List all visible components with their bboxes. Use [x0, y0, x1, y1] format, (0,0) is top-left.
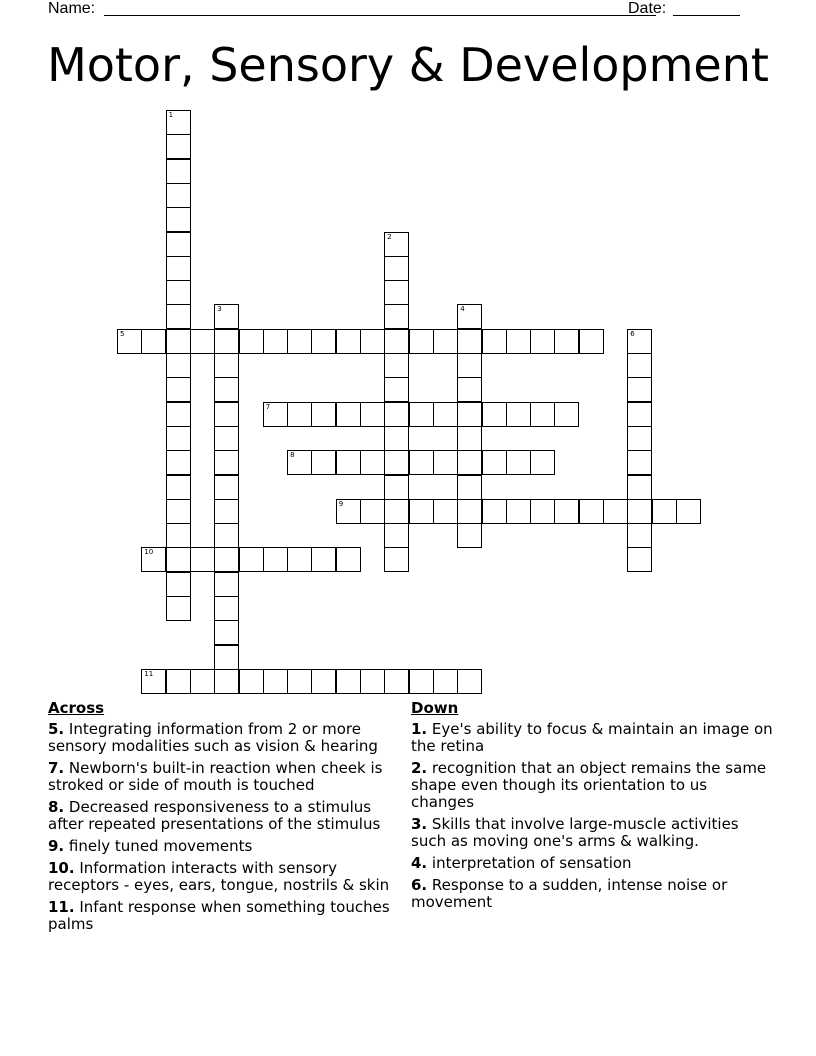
clue-text: Skills that involve large-muscle activities such as moving one's arms & walking.: [411, 815, 739, 850]
grid-cell[interactable]: [166, 475, 191, 500]
clue-number: 6.: [411, 876, 428, 894]
grid-cell[interactable]: [214, 499, 239, 524]
grid-cell[interactable]: [627, 547, 652, 572]
grid-cell[interactable]: [166, 402, 191, 427]
grid-cell[interactable]: [263, 329, 288, 354]
down-clues: [411, 700, 773, 916]
grid-cell[interactable]: [214, 645, 239, 670]
grid-cell[interactable]: [141, 669, 166, 694]
clue-number: 7.: [48, 759, 65, 777]
clue-number-label: 8: [290, 451, 295, 460]
grid-cell[interactable]: [506, 402, 531, 427]
clue-number-label: 10: [144, 548, 154, 557]
grid-cell[interactable]: [166, 547, 191, 572]
clue-text: Newborn's built-in reaction when cheek is stroked or side of mouth is touched: [48, 759, 383, 794]
clue-number-label: 3: [217, 305, 222, 314]
grid-cell[interactable]: [311, 402, 336, 427]
grid-cell[interactable]: [384, 304, 409, 329]
grid-cell[interactable]: [214, 450, 239, 475]
grid-cell[interactable]: [311, 547, 336, 572]
grid-cell[interactable]: [457, 304, 482, 329]
grid-cell[interactable]: [166, 426, 191, 451]
grid-cell[interactable]: [239, 669, 264, 694]
grid-cell[interactable]: [214, 596, 239, 621]
grid-cell[interactable]: [554, 402, 579, 427]
grid-cell[interactable]: [166, 523, 191, 548]
grid-cell[interactable]: [433, 402, 458, 427]
grid-cell[interactable]: [457, 499, 482, 524]
across-clues: [48, 700, 410, 938]
clue-text: Information interacts with sensory receptors - eyes, ears, tongue, nostrils & skin: [48, 859, 390, 894]
grid-cell[interactable]: [287, 329, 312, 354]
grid-cell[interactable]: [360, 450, 385, 475]
clue-text: Integrating information from 2 or more sensory modalities such as vision & hearing: [48, 720, 378, 755]
grid-cell[interactable]: [554, 329, 579, 354]
clue-down-6: [411, 877, 773, 911]
clue-text: Eye's ability to focus & maintain an image on the retina: [411, 720, 773, 755]
grid-cell[interactable]: [482, 499, 507, 524]
clue-number: 5.: [48, 720, 65, 738]
clue-number: 8.: [48, 798, 65, 816]
grid-cell[interactable]: [676, 499, 701, 524]
grid-cell[interactable]: [336, 402, 361, 427]
grid-cell[interactable]: [336, 547, 361, 572]
grid-cell[interactable]: [627, 523, 652, 548]
grid-cell[interactable]: [239, 547, 264, 572]
clue-text: recognition that an object remains the same shape even though its orientation to us changes: [411, 759, 767, 811]
clue-number-label: 6: [630, 329, 635, 338]
grid-cell[interactable]: [433, 669, 458, 694]
grid-cell[interactable]: [652, 499, 677, 524]
grid-cell[interactable]: [457, 475, 482, 500]
grid-cell[interactable]: [287, 450, 312, 475]
grid-cell[interactable]: [141, 329, 166, 354]
grid-cell[interactable]: [384, 232, 409, 257]
grid-cell[interactable]: [166, 110, 191, 135]
grid-cell[interactable]: [384, 450, 409, 475]
grid-cell[interactable]: [214, 523, 239, 548]
grid-cell[interactable]: [409, 402, 434, 427]
grid-cell[interactable]: [360, 329, 385, 354]
grid-cell[interactable]: [214, 329, 239, 354]
grid-cell[interactable]: [166, 134, 191, 159]
clue-number: 4.: [411, 854, 428, 872]
grid-cell[interactable]: [336, 669, 361, 694]
grid-cell[interactable]: [384, 329, 409, 354]
clue-text: Infant response when something touches palms: [48, 898, 390, 933]
grid-cell[interactable]: [384, 499, 409, 524]
grid-cell[interactable]: [287, 402, 312, 427]
grid-cell[interactable]: [530, 499, 555, 524]
grid-cell[interactable]: [214, 426, 239, 451]
grid-cell[interactable]: [506, 329, 531, 354]
grid-cell[interactable]: [166, 669, 191, 694]
grid-cell[interactable]: [384, 280, 409, 305]
grid-cell[interactable]: [311, 329, 336, 354]
clue-number-label: 5: [120, 329, 125, 338]
grid-cell[interactable]: [214, 304, 239, 329]
clue-text: Response to a sudden, intense noise or movement: [411, 876, 728, 911]
grid-cell[interactable]: [627, 377, 652, 402]
grid-cell[interactable]: [141, 547, 166, 572]
grid-cell[interactable]: [263, 402, 288, 427]
grid-cell[interactable]: [166, 377, 191, 402]
down-heading: Down: [411, 699, 459, 717]
grid-cell[interactable]: [117, 329, 142, 354]
grid-cell[interactable]: [457, 669, 482, 694]
clue-down-4: [411, 855, 773, 872]
grid-cell[interactable]: [457, 353, 482, 378]
grid-cell[interactable]: [166, 596, 191, 621]
clue-across-10: [48, 860, 410, 894]
grid-cell[interactable]: [214, 353, 239, 378]
grid-cell[interactable]: [287, 547, 312, 572]
grid-cell[interactable]: [166, 207, 191, 232]
page-title: Motor, Sensory & Development: [47, 38, 769, 92]
grid-cell[interactable]: [190, 669, 215, 694]
clue-number: 10.: [48, 859, 75, 877]
date-label: Date:: [628, 0, 667, 17]
grid-cell[interactable]: [457, 426, 482, 451]
grid-cell[interactable]: [627, 475, 652, 500]
grid-cell[interactable]: [457, 402, 482, 427]
grid-cell[interactable]: [214, 377, 239, 402]
clue-number: 9.: [48, 837, 65, 855]
grid-cell[interactable]: [239, 329, 264, 354]
clue-text: Decreased responsiveness to a stimulus after repeated presentations of the stimulus: [48, 798, 381, 833]
clue-number-label: 9: [338, 499, 344, 508]
grid-cell[interactable]: [433, 329, 458, 354]
grid-cell[interactable]: [384, 523, 409, 548]
grid-cell[interactable]: [166, 329, 191, 354]
grid-cell[interactable]: [166, 450, 191, 475]
grid-cell[interactable]: [166, 353, 191, 378]
grid-cell[interactable]: [166, 256, 191, 281]
clue-across-5: [48, 721, 410, 755]
grid-cell[interactable]: [384, 669, 409, 694]
grid-cell[interactable]: [287, 669, 312, 694]
clue-down-2: [411, 760, 773, 811]
grid-cell[interactable]: [190, 329, 215, 354]
grid-cell[interactable]: [627, 402, 652, 427]
grid-cell[interactable]: [384, 402, 409, 427]
grid-cell[interactable]: [214, 475, 239, 500]
grid-cell[interactable]: [166, 183, 191, 208]
across-heading: Across: [48, 699, 105, 717]
grid-cell[interactable]: [166, 280, 191, 305]
grid-cell[interactable]: [214, 547, 239, 572]
grid-cell[interactable]: [627, 450, 652, 475]
grid-cell[interactable]: [384, 475, 409, 500]
grid-cell[interactable]: [627, 499, 652, 524]
grid-cell[interactable]: [457, 377, 482, 402]
grid-cell[interactable]: [336, 450, 361, 475]
clue-number: 3.: [411, 815, 428, 833]
clue-number-label: 11: [144, 669, 154, 678]
grid-cell[interactable]: [457, 450, 482, 475]
grid-cell[interactable]: [311, 450, 336, 475]
grid-cell[interactable]: [166, 572, 191, 597]
grid-cell[interactable]: [579, 329, 604, 354]
grid-cell[interactable]: [554, 499, 579, 524]
clue-number: 1.: [411, 720, 428, 738]
grid-cell[interactable]: [457, 329, 482, 354]
grid-cell[interactable]: [603, 499, 628, 524]
grid-cell[interactable]: [190, 547, 215, 572]
grid-cell[interactable]: [627, 329, 652, 354]
grid-cell[interactable]: [214, 572, 239, 597]
grid-cell[interactable]: [506, 499, 531, 524]
clue-text: finely tuned movements: [68, 837, 253, 855]
grid-cell[interactable]: [482, 402, 507, 427]
grid-cell[interactable]: [263, 669, 288, 694]
grid-cell[interactable]: [263, 547, 288, 572]
grid-cell[interactable]: [409, 669, 434, 694]
clue-text: interpretation of sensation: [431, 854, 632, 872]
grid-cell[interactable]: [336, 329, 361, 354]
grid-cell[interactable]: [311, 669, 336, 694]
grid-cell[interactable]: [214, 402, 239, 427]
grid-cell[interactable]: [384, 353, 409, 378]
grid-cell[interactable]: [360, 669, 385, 694]
grid-cell[interactable]: [384, 256, 409, 281]
clue-number-label: 4: [460, 305, 465, 314]
grid-cell[interactable]: [360, 499, 385, 524]
grid-cell[interactable]: [166, 304, 191, 329]
grid-cell[interactable]: [627, 353, 652, 378]
grid-cell[interactable]: [336, 499, 361, 524]
grid-cell[interactable]: [360, 402, 385, 427]
grid-cell[interactable]: [506, 450, 531, 475]
grid-cell[interactable]: [166, 232, 191, 257]
grid-cell[interactable]: [482, 450, 507, 475]
clue-number: 11.: [48, 898, 75, 916]
grid-cell[interactable]: [384, 547, 409, 572]
grid-cell[interactable]: [166, 499, 191, 524]
clue-across-8: [48, 799, 410, 833]
grid-cell[interactable]: [384, 377, 409, 402]
clue-down-1: [411, 721, 773, 755]
clue-across-11: [48, 899, 410, 933]
clue-number-label: 1: [168, 111, 174, 119]
grid-cell[interactable]: [579, 499, 604, 524]
grid-cell[interactable]: [384, 426, 409, 451]
grid-cell[interactable]: [530, 402, 555, 427]
grid-cell[interactable]: [409, 499, 434, 524]
clue-number-label: 2: [387, 232, 392, 241]
grid-cell[interactable]: [433, 450, 458, 475]
grid-cell[interactable]: [409, 329, 434, 354]
clue-down-3: [411, 816, 773, 850]
clue-number-label: 7: [265, 402, 271, 411]
grid-cell[interactable]: [214, 620, 239, 645]
grid-cell[interactable]: [530, 329, 555, 354]
name-label: Name:: [48, 0, 96, 17]
grid-cell[interactable]: [457, 523, 482, 548]
clue-number: 2.: [411, 759, 428, 777]
clue-across-9: [48, 838, 410, 855]
clue-across-7: [48, 760, 410, 794]
grid-cell[interactable]: [409, 450, 434, 475]
grid-cell[interactable]: [627, 426, 652, 451]
grid-cell[interactable]: [214, 669, 239, 694]
grid-cell[interactable]: [530, 450, 555, 475]
grid-cell[interactable]: [433, 499, 458, 524]
grid-cell[interactable]: [166, 159, 191, 184]
grid-cell[interactable]: [482, 329, 507, 354]
